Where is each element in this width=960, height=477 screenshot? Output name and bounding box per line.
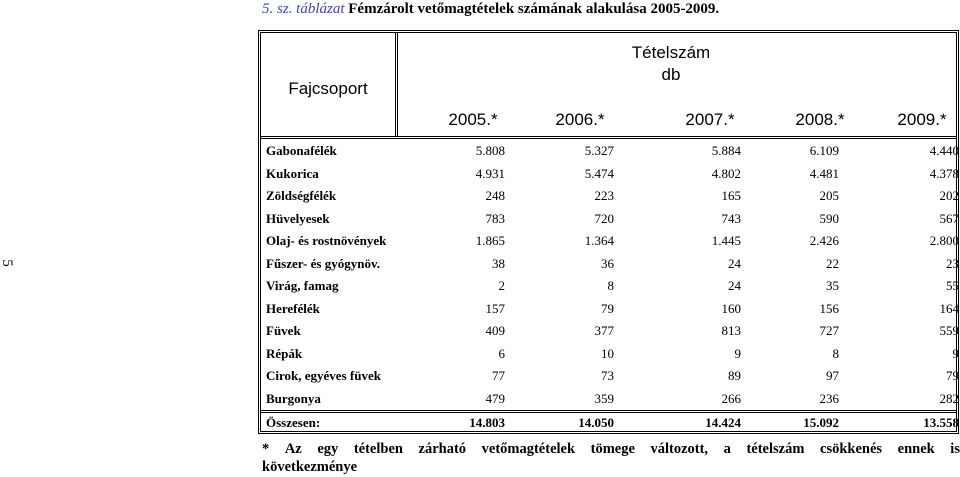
header-divider xyxy=(261,136,956,139)
row-label: Virág, famag xyxy=(266,278,339,293)
value-cell: 5.474 xyxy=(584,165,614,181)
value-cell: 377 xyxy=(594,323,614,338)
year-header: 2005.* xyxy=(448,110,498,129)
table-row xyxy=(261,209,959,230)
value-cell: 164 xyxy=(939,300,959,316)
data-table xyxy=(258,30,959,434)
value-cell: 77 xyxy=(492,368,505,383)
value-cell: 4.931 xyxy=(475,165,505,181)
total-value-cell: 13.558 xyxy=(923,415,959,430)
measure-header-title: Tételszám xyxy=(631,43,711,62)
table-row xyxy=(261,276,959,297)
footnote-word: is xyxy=(950,441,960,457)
value-cell: 24 xyxy=(728,255,741,271)
value-cell: 36 xyxy=(601,255,614,271)
value-cell: 10 xyxy=(601,345,614,361)
value-cell: 79 xyxy=(601,300,614,316)
value-cell: 813 xyxy=(721,323,741,338)
value-cell: 97 xyxy=(826,368,839,383)
value-cell: 282 xyxy=(939,390,959,406)
value-cell: 205 xyxy=(819,188,839,203)
value-cell: 783 xyxy=(485,210,505,226)
value-cell: 2.800 xyxy=(929,233,959,248)
value-cell: 6.109 xyxy=(809,143,839,158)
year-header: 2009.* xyxy=(897,110,947,129)
table-row xyxy=(261,321,959,342)
row-label: Fűszer- és gyógynöv. xyxy=(266,255,380,271)
table-row xyxy=(261,366,959,387)
row-label: Burgonya xyxy=(266,390,321,406)
row-label: Cirok, egyéves füvek xyxy=(266,368,381,383)
row-label: Zöldségfélék xyxy=(266,188,337,203)
measure-header xyxy=(611,42,731,86)
footnote-word: tételben xyxy=(353,441,403,457)
value-cell: 2 xyxy=(498,278,505,293)
value-cell: 266 xyxy=(721,390,741,406)
value-cell: 157 xyxy=(485,300,505,316)
table-row xyxy=(261,141,959,162)
year-header: 2008.* xyxy=(795,110,845,129)
total-value-cell: 15.092 xyxy=(803,415,839,430)
footnote-word: zárható xyxy=(418,441,467,457)
table-row xyxy=(261,186,959,207)
value-cell: 89 xyxy=(728,368,741,383)
table-row xyxy=(261,344,959,365)
caption-title: Fémzárolt vetőmagtételek számának alakulása 2005-2009. xyxy=(348,1,720,17)
row-label: Kukorica xyxy=(266,165,319,181)
value-cell: 9 xyxy=(734,345,741,361)
footnote-word: tömege xyxy=(590,441,635,457)
group-column-header: Fajcsoport xyxy=(288,79,368,98)
value-cell: 223 xyxy=(594,188,614,203)
value-cell: 5.808 xyxy=(475,143,505,158)
total-label: Összesen: xyxy=(266,415,321,430)
page-number: 5 xyxy=(0,259,16,267)
total-row xyxy=(261,413,959,434)
value-cell: 79 xyxy=(946,368,959,383)
value-cell: 165 xyxy=(721,188,741,203)
total-value-cell: 14.050 xyxy=(578,415,614,430)
value-cell: 1.865 xyxy=(475,233,505,248)
total-value-cell: 14.803 xyxy=(469,415,505,430)
table-row xyxy=(261,389,959,410)
row-label: Hüvelyesek xyxy=(266,210,330,226)
value-cell: 9 xyxy=(952,345,959,361)
value-cell: 160 xyxy=(721,300,741,316)
value-cell: 8 xyxy=(832,345,839,361)
value-cell: 2.426 xyxy=(809,233,839,248)
value-cell: 5.884 xyxy=(711,143,741,158)
value-cell: 55 xyxy=(946,278,959,293)
footnote-word: Az xyxy=(284,441,302,457)
table-row xyxy=(261,164,959,185)
footnote-word: változott, xyxy=(650,441,709,457)
footnote-word: csökkenés xyxy=(820,441,883,457)
value-cell: 720 xyxy=(594,210,614,226)
value-cell: 38 xyxy=(492,255,505,271)
value-cell: 8 xyxy=(607,278,614,293)
value-cell: 743 xyxy=(721,210,741,226)
value-cell: 23 xyxy=(946,255,959,271)
year-header: 2006.* xyxy=(555,110,605,129)
value-cell: 5.327 xyxy=(584,143,614,158)
row-label: Füvek xyxy=(266,323,301,338)
footnote-word: vetőmagtételek xyxy=(481,441,576,457)
row-label: Gabonafélék xyxy=(266,143,337,158)
footnote-word: * xyxy=(262,441,270,457)
footnote-word: ennek xyxy=(897,441,935,457)
value-cell: 248 xyxy=(485,188,505,203)
value-cell: 409 xyxy=(485,323,505,338)
header-column-divider xyxy=(395,33,398,136)
value-cell: 559 xyxy=(939,323,959,338)
total-value-cell: 14.424 xyxy=(705,415,741,430)
value-cell: 1.445 xyxy=(711,233,741,248)
value-cell: 1.364 xyxy=(584,233,614,248)
footnote-word: a xyxy=(723,441,731,457)
footnote xyxy=(262,440,960,476)
value-cell: 202 xyxy=(939,188,959,203)
value-cell: 4.440 xyxy=(929,143,959,158)
table-row xyxy=(261,231,959,252)
value-cell: 479 xyxy=(485,390,505,406)
value-cell: 35 xyxy=(826,278,839,293)
value-cell: 156 xyxy=(819,300,839,316)
measure-header-unit: db xyxy=(661,65,681,84)
value-cell: 4.481 xyxy=(809,165,839,181)
value-cell: 590 xyxy=(819,210,839,226)
value-cell: 24 xyxy=(728,278,741,293)
table-row xyxy=(261,299,959,320)
year-header: 2007.* xyxy=(685,110,735,129)
footnote-line-2: következménye xyxy=(262,459,358,475)
footnote-line-1 xyxy=(262,440,960,458)
footnote-word: tételszám xyxy=(746,441,805,457)
row-label: Répák xyxy=(266,345,303,361)
value-cell: 727 xyxy=(819,323,839,338)
value-cell: 567 xyxy=(939,210,959,226)
table-row xyxy=(261,254,959,275)
value-cell: 6 xyxy=(498,345,505,361)
footnote-word: egy xyxy=(317,441,339,457)
value-cell: 359 xyxy=(594,390,614,406)
value-cell: 73 xyxy=(601,368,614,383)
value-cell: 4.378 xyxy=(929,165,959,181)
value-cell: 236 xyxy=(819,390,839,406)
caption-number: 5. sz. táblázat xyxy=(262,1,345,17)
value-cell: 22 xyxy=(826,255,839,271)
row-label: Olaj- és rostnövények xyxy=(266,233,387,248)
table-caption xyxy=(262,0,719,18)
row-label: Herefélék xyxy=(266,300,320,316)
value-cell: 4.802 xyxy=(711,165,741,181)
